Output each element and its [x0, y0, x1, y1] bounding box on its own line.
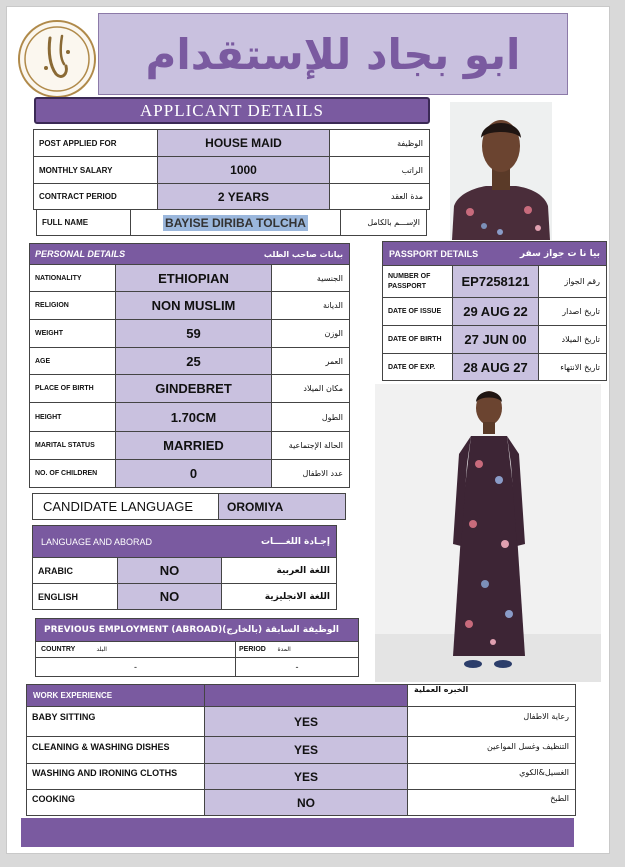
full-body-photo-icon: [375, 384, 601, 682]
personal-details-header: [30, 244, 350, 265]
expiry-date-value: 28 AUG 27: [453, 354, 539, 381]
table-row: [36, 642, 359, 658]
weight-label: WEIGHT: [30, 320, 116, 348]
arabic-label-ar: اللغة العربية: [222, 558, 337, 584]
table-row: [27, 707, 576, 737]
table-row: [30, 375, 350, 403]
table-row: [30, 432, 350, 460]
passport-number-label: NUMBER OF PASSPORT: [383, 266, 453, 298]
baby-sitting-label-ar: رعاية الاطفال: [408, 707, 576, 737]
country-label-ar: البلد: [91, 642, 236, 658]
contract-value: 2 YEARS: [158, 184, 330, 210]
salary-value: 1000: [158, 157, 330, 184]
cleaning-label-ar: التنظيف وغسل المواعين: [408, 737, 576, 764]
languages-header: [33, 526, 337, 558]
table-row: [33, 494, 346, 520]
previous-employment-title: PREVIOUS EMPLOYMENT (ABROAD)(الوظيفة السابقة (بالخارج: [36, 619, 359, 642]
period-value: -: [236, 658, 359, 677]
salary-label-ar: الراتب: [330, 157, 430, 184]
personal-details-title-ar: بيانات صاحب الطلب: [272, 244, 350, 265]
table-row: [30, 320, 350, 348]
table-row: [33, 584, 337, 610]
languages-title: LANGUAGE AND ABORAD: [33, 526, 222, 558]
table-row: [36, 658, 359, 677]
country-label: COUNTRY: [36, 642, 91, 658]
arabic-label: ARABIC: [33, 558, 118, 584]
table-row: [383, 266, 607, 298]
cleaning-label: CLEANING & WASHING DISHES: [27, 737, 205, 764]
nationality-label: NATIONALITY: [30, 265, 116, 292]
footer-bar: [21, 818, 574, 847]
weight-label-ar: الوزن: [272, 320, 350, 348]
applicant-details-title: APPLICANT DETAILS: [140, 101, 324, 120]
marital-status-label-ar: الحالة الإجتماعية: [272, 432, 350, 460]
candidate-language-value: OROMIYA: [219, 494, 346, 520]
washing-value: YES: [205, 764, 408, 790]
period-label: PERIOD: [236, 642, 268, 658]
full-name-value[interactable]: BAYISE DIRIBA TOLCHA: [165, 215, 306, 230]
issue-date-label: DATE OF ISSUE: [383, 298, 453, 326]
table-row: [383, 326, 607, 354]
religion-value: NON MUSLIM: [116, 292, 272, 320]
passport-number-value: EP7258121: [453, 266, 539, 298]
table-row: [27, 737, 576, 764]
full-name-label: FULL NAME: [37, 210, 131, 236]
passport-number-label-ar: رقم الجواز: [539, 266, 607, 298]
table-row: [27, 764, 576, 790]
full-name-label-ar: الإســـم بالكامل: [341, 210, 427, 236]
cooking-value: NO: [205, 790, 408, 816]
cleaning-value: YES: [205, 737, 408, 764]
table-row: [33, 558, 337, 584]
work-experience-header: [27, 685, 576, 707]
height-value: 1.70CM: [116, 403, 272, 432]
previous-employment-header: [36, 619, 359, 642]
post-label-ar: الوظيفة: [330, 130, 430, 157]
applicant-portrait-photo: [450, 102, 552, 240]
cooking-label-ar: الطبخ: [408, 790, 576, 816]
table-row: [34, 157, 430, 184]
religion-label-ar: الديانة: [272, 292, 350, 320]
languages-table: [32, 525, 337, 610]
table-row: [383, 354, 607, 381]
birthplace-value: GINDEBRET: [116, 375, 272, 403]
post-value: HOUSE MAID: [158, 130, 330, 157]
personal-details-title: PERSONAL DETAILS: [30, 244, 272, 265]
marital-status-value: MARRIED: [116, 432, 272, 460]
post-label: POST APPLIED FOR: [34, 130, 158, 157]
table-row: [34, 184, 430, 210]
work-experience-title-ar: الخبره العملية: [408, 685, 576, 707]
work-experience-table: [26, 684, 576, 816]
languages-title-ar: إجـادة اللغــــات: [222, 526, 337, 558]
company-banner: [98, 13, 568, 95]
table-row: [30, 292, 350, 320]
marital-status-label: MARITAL STATUS: [30, 432, 116, 460]
age-label: AGE: [30, 348, 116, 375]
expiry-date-label: DATE OF EXP.: [383, 354, 453, 381]
issue-date-value: 29 AUG 22: [453, 298, 539, 326]
children-label-ar: عدد الاطفال: [272, 460, 350, 488]
english-value: NO: [118, 584, 222, 610]
contract-label: CONTRACT PERIOD: [34, 184, 158, 210]
weight-value: 59: [116, 320, 272, 348]
table-row: [27, 790, 576, 816]
work-experience-header-blank: [205, 685, 408, 707]
religion-label: RELIGION: [30, 292, 116, 320]
table-row: [30, 348, 350, 375]
passport-details-header: [383, 242, 607, 266]
height-label-ar: الطول: [272, 403, 350, 432]
candidate-language-table: [32, 493, 346, 520]
passport-details-title: PASSPORT DETAILS: [383, 242, 539, 266]
salary-label: MONTHLY SALARY: [34, 157, 158, 184]
full-name-table: [36, 209, 427, 236]
applicant-full-body-photo: [375, 384, 601, 682]
cooking-label: COOKING: [27, 790, 205, 816]
birth-date-value: 27 JUN 00: [453, 326, 539, 354]
birth-date-label: DATE OF BIRTH: [383, 326, 453, 354]
english-label-ar: اللغة الانجليزية: [222, 584, 337, 610]
contract-label-ar: مدة العقد: [330, 184, 430, 210]
washing-label: WASHING AND IRONING CLOTHS: [27, 764, 205, 790]
baby-sitting-value: YES: [205, 707, 408, 737]
table-row: [30, 265, 350, 292]
table-row: [30, 460, 350, 488]
height-label: HEIGHT: [30, 403, 116, 432]
period-label-ar: المدة: [268, 642, 359, 658]
country-value: -: [36, 658, 236, 677]
table-row: [30, 403, 350, 432]
candidate-language-label: CANDIDATE LANGUAGE: [33, 494, 219, 520]
passport-details-table: [382, 241, 607, 381]
table-row: [34, 130, 430, 157]
issue-date-label-ar: تاريخ اصدار: [539, 298, 607, 326]
english-label: ENGLISH: [33, 584, 118, 610]
full-name-cell: [131, 210, 341, 236]
arabic-value: NO: [118, 558, 222, 584]
children-label: NO. OF CHILDREN: [30, 460, 116, 488]
age-value: 25: [116, 348, 272, 375]
expiry-date-label-ar: تاريخ الانتهاء: [539, 354, 607, 381]
birthplace-label: PLACE OF BIRTH: [30, 375, 116, 403]
personal-details-table: [29, 243, 350, 488]
age-label-ar: العمر: [272, 348, 350, 375]
applicant-details-table: [33, 129, 430, 210]
baby-sitting-label: BABY SITTING: [27, 707, 205, 737]
portrait-photo-icon: [450, 102, 552, 240]
birth-date-label-ar: تاريخ الميلاد: [539, 326, 607, 354]
work-experience-title: WORK EXPERIENCE: [27, 685, 205, 707]
company-name: ابو بجاد للإستقدام: [145, 30, 521, 79]
table-row: [383, 298, 607, 326]
previous-employment-table: [35, 618, 359, 677]
logo-calligraphy-icon: [20, 22, 94, 96]
nationality-label-ar: الجنسية: [272, 265, 350, 292]
table-row: [37, 210, 427, 236]
passport-details-title-ar: بيا نا ت جواز سفر: [539, 242, 607, 266]
company-logo: [18, 20, 96, 98]
nationality-value: ETHIOPIAN: [116, 265, 272, 292]
children-value: 0: [116, 460, 272, 488]
washing-label-ar: الغسيل&الكوي: [408, 764, 576, 790]
applicant-details-title-bar: [34, 97, 430, 124]
birthplace-label-ar: مكان الميلاد: [272, 375, 350, 403]
